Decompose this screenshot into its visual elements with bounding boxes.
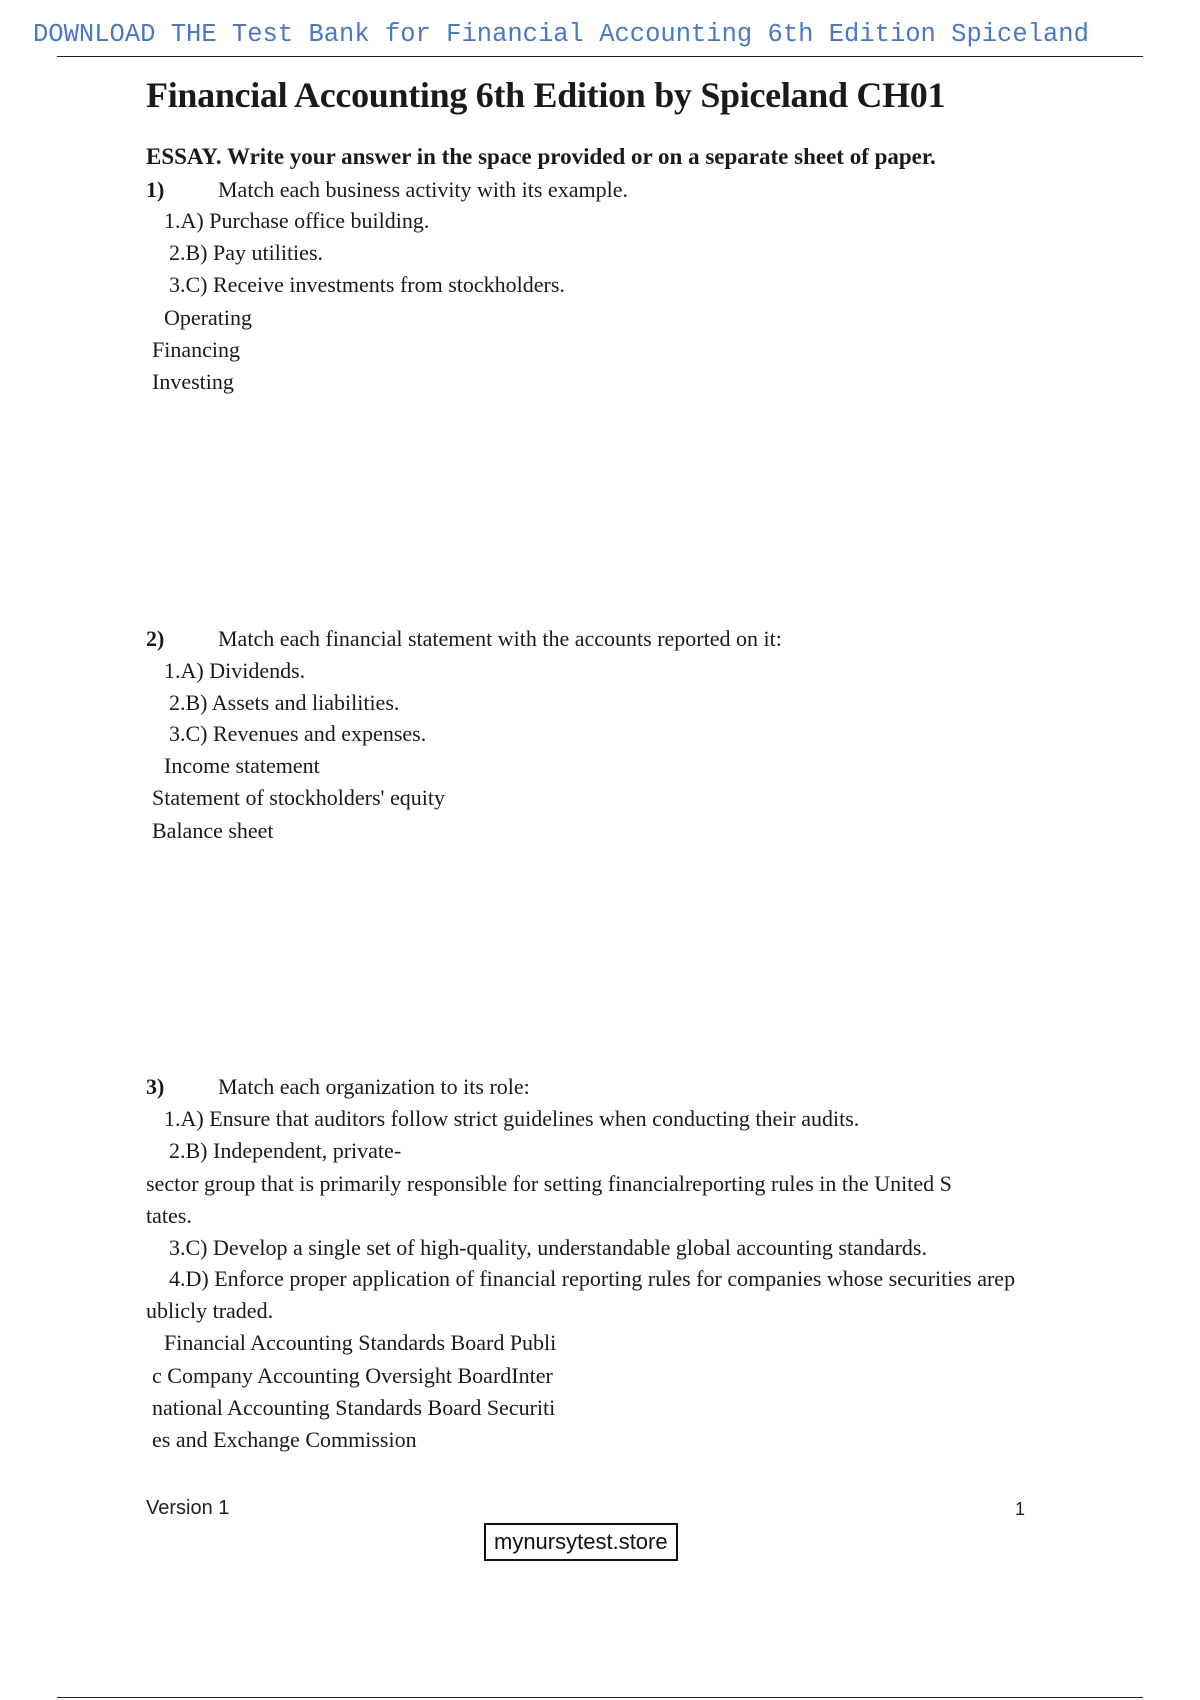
match-option: es and Exchange Commission bbox=[152, 1427, 417, 1452]
version-label: Version 1 bbox=[146, 1497, 230, 1519]
match-option: Statement of stockholders' equity bbox=[152, 785, 445, 810]
store-link[interactable]: mynursytest.store bbox=[484, 1523, 678, 1561]
match-option: national Accounting Standards Board Securiti bbox=[152, 1395, 556, 1420]
match-item-continued: sector group that is primarily responsible for setting financialreporting rules in the United S bbox=[146, 1171, 952, 1196]
essay-instructions: ESSAY. Write your answer in the space provided or on a separate sheet of paper. bbox=[146, 144, 936, 169]
question-prompt: Match each organization to its role: bbox=[218, 1074, 530, 1099]
question-prompt: Match each financial statement with the accounts reported on it: bbox=[218, 626, 782, 651]
page-number: 1 bbox=[1015, 1499, 1026, 1519]
match-item: 3.C) Revenues and expenses. bbox=[169, 721, 427, 746]
question-number: 1) bbox=[146, 177, 165, 202]
match-option: Financial Accounting Standards Board Publi bbox=[164, 1330, 557, 1355]
question-prompt: Match each business activity with its example. bbox=[218, 177, 628, 202]
match-item: 2.B) Assets and liabilities. bbox=[169, 690, 400, 715]
match-option: Income statement bbox=[164, 753, 320, 778]
match-option: Balance sheet bbox=[152, 818, 274, 843]
match-option: Operating bbox=[164, 305, 252, 330]
match-option: Investing bbox=[152, 369, 234, 394]
match-item: 4.D) Enforce proper application of financial reporting rules for companies whose securities arep bbox=[169, 1266, 1016, 1291]
download-banner[interactable]: DOWNLOAD THE Test Bank for Financial Accounting 6th Edition Spiceland bbox=[33, 20, 1089, 49]
match-item: 2.B) Pay utilities. bbox=[169, 240, 323, 265]
question-number: 2) bbox=[146, 626, 165, 651]
match-item: 2.B) Independent, private- bbox=[169, 1138, 402, 1163]
document-title: Financial Accounting 6th Edition by Spiceland CH01 bbox=[146, 75, 946, 115]
match-item: 3.C) Develop a single set of high-quality, understandable global accounting standards. bbox=[169, 1235, 927, 1260]
question-number: 3) bbox=[146, 1074, 165, 1099]
match-option: c Company Accounting Oversight BoardInter bbox=[152, 1363, 553, 1388]
bottom-divider bbox=[57, 1697, 1143, 1698]
match-item: 1.A) Ensure that auditors follow strict guidelines when conducting their audits. bbox=[164, 1106, 860, 1131]
top-divider bbox=[57, 56, 1143, 57]
match-item: 1.A) Purchase office building. bbox=[164, 208, 430, 233]
match-item: 1.A) Dividends. bbox=[164, 658, 306, 683]
match-item-continued: tates. bbox=[146, 1203, 192, 1228]
match-item: 3.C) Receive investments from stockholders. bbox=[169, 272, 565, 297]
match-item-continued: ublicly traded. bbox=[146, 1298, 274, 1323]
match-option: Financing bbox=[152, 337, 240, 362]
